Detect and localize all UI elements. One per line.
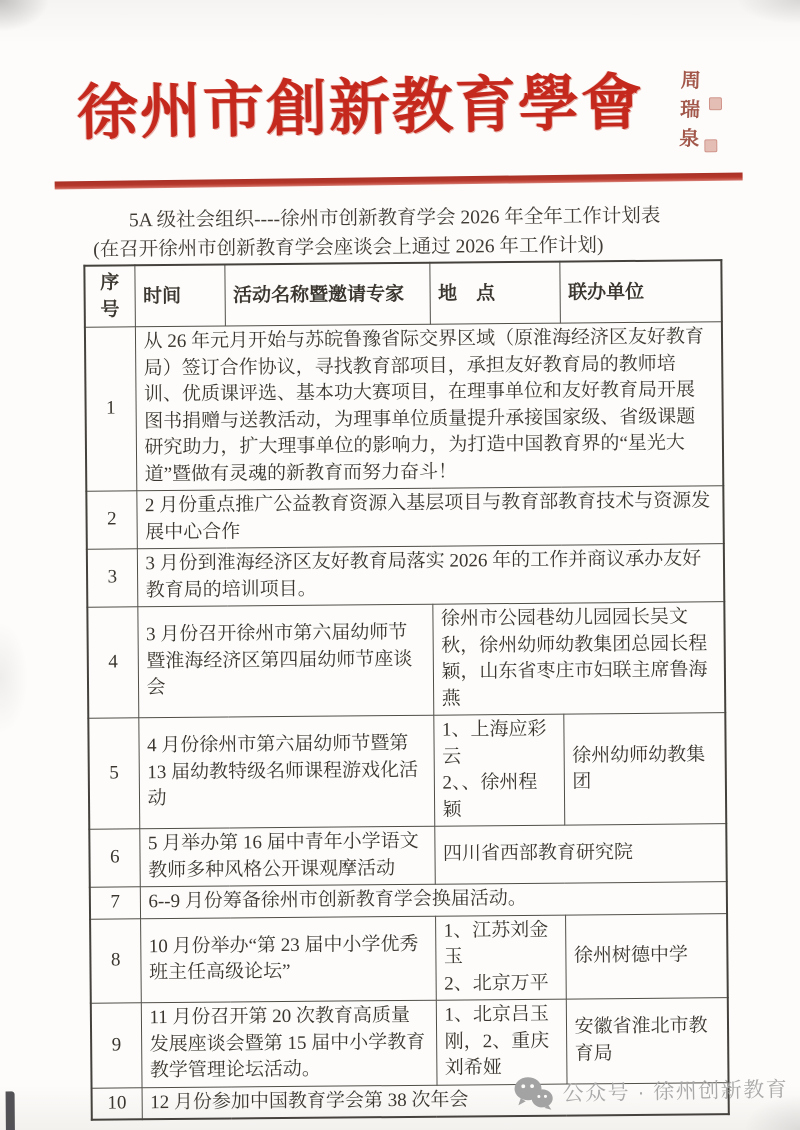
row-number-cell: 5 [88, 718, 139, 829]
page-footer [513, 1071, 788, 1110]
experts-cell: 1、江苏刘金玉 2、北京万平 [435, 915, 566, 1001]
row-number-cell: 6 [89, 829, 140, 887]
column-header: 序号 [84, 265, 135, 327]
activity-cell: 从 26 年元月开始与苏皖鲁豫省际交界区域（原淮海经济区友好教育局）签订合作协议，寻找教育部项目，承担友好教育局的教师培训、优质课评选、基本功大赛项目，在理事单位和友好教育局开展图书捐赠与送教活动，为理事单位质量提升承接国家级、省级课题研究助力，扩大理事单位的影响力，为打造中国教育界的“星光大道”暨做有灵魂的新教育而努力奋斗！ [135, 322, 723, 491]
column-header: 联办单位 [559, 260, 722, 323]
row-number-cell: 10 [92, 1087, 142, 1119]
experts-cell: 1、北京吕玉刚，2、重庆刘希娅 [436, 999, 567, 1085]
partner-unit-cell: 安徽省淮北市教育局 [566, 998, 729, 1084]
row-number-cell: 4 [87, 607, 138, 718]
partner-unit-cell: 徐州幼师幼教集团 [563, 713, 726, 825]
partner-unit-cell: 徐州树德中学 [565, 913, 728, 999]
wechat-icon [513, 1076, 554, 1111]
table-row [88, 713, 726, 830]
table-row [86, 486, 723, 550]
activity-cell: 3 月份到淮海经济区友好教育局落实 2026 年的工作并商议承办友好教育局的培训项目。 [137, 544, 724, 607]
activity-cell: 3 月份召开徐州市第六届幼师节暨淮海经济区第四届幼师节座谈会 [137, 604, 433, 718]
table-body [85, 322, 729, 1120]
seal-stamp-icon [709, 97, 722, 110]
association-calligraphy-title: 徐州市創新教育學會 [76, 70, 645, 148]
row-number-cell: 3 [87, 549, 138, 607]
plan-title: 5A 级社会组织----徐州市创新教育学会 2026 年全年工作计划表 [128, 205, 661, 232]
plan-approval-subtitle: (在召开徐州市创新教育学会座谈会上通过 2026 年工作计划) [93, 235, 604, 261]
document-titles [83, 201, 733, 265]
activity-cell: 12 月份参加中国教育学会第 38 次年会 [142, 1082, 729, 1119]
experts-cell: 1、上海应彩云 2、、徐州程颖 [433, 714, 564, 826]
row-number-cell: 7 [90, 887, 140, 919]
activity-cell: 11 月份召开第 20 次教育高质量发展座谈会暨第 15 届中小学教育教学管理论坛活动。 [141, 1000, 437, 1087]
column-header: 活动名称暨邀请专家 [224, 263, 430, 326]
row-number-cell: 1 [85, 327, 136, 491]
letterhead-divider-rule [55, 172, 743, 189]
table-row [90, 913, 728, 1003]
work-plan-table [83, 259, 729, 1121]
scan-corner-artifact [6, 1091, 15, 1130]
table-row [89, 824, 726, 888]
table-row [85, 322, 723, 492]
activity-cell: 4 月份徐州市第六届幼师节暨第 13 届幼教特级名师课程游戏化活动 [138, 715, 434, 829]
row-number-cell: 8 [90, 918, 141, 1003]
activity-cell: 5 月举办第 16 届中青年小学语文教师多种风格公开课观摩活动 [139, 826, 434, 887]
wechat-account-label: 公众号 · 徐州创新教育 [562, 1078, 789, 1106]
row-number-cell: 2 [86, 491, 137, 549]
activity-cell: 10 月份举办“第 23 届中小学优秀班主任高级论坛” [140, 916, 436, 1003]
table-row [87, 602, 725, 719]
table-header-row [84, 260, 722, 327]
seal-stamp-icon [704, 139, 717, 152]
experts-cell: 徐州市公园巷幼儿园园长吴文秋，徐州幼师幼教集团总园长程颖，山东省枣庄市妇联主席鲁海燕 [432, 602, 725, 716]
column-header: 时间 [134, 265, 225, 327]
column-header: 地 点 [429, 262, 560, 325]
partner-unit-cell: 四川省西部教育研究院 [434, 824, 726, 885]
activity-cell: 6--9 月份筹备徐州市创新教育学会换届活动。 [140, 882, 727, 919]
calligrapher-signature: 周瑞泉 [675, 69, 700, 157]
table-row [87, 544, 724, 608]
activity-cell: 2 月份重点推广公益教育资源入基层项目与教育部教育技术与资源发展中心合作 [136, 486, 723, 549]
row-number-cell: 9 [91, 1003, 142, 1088]
